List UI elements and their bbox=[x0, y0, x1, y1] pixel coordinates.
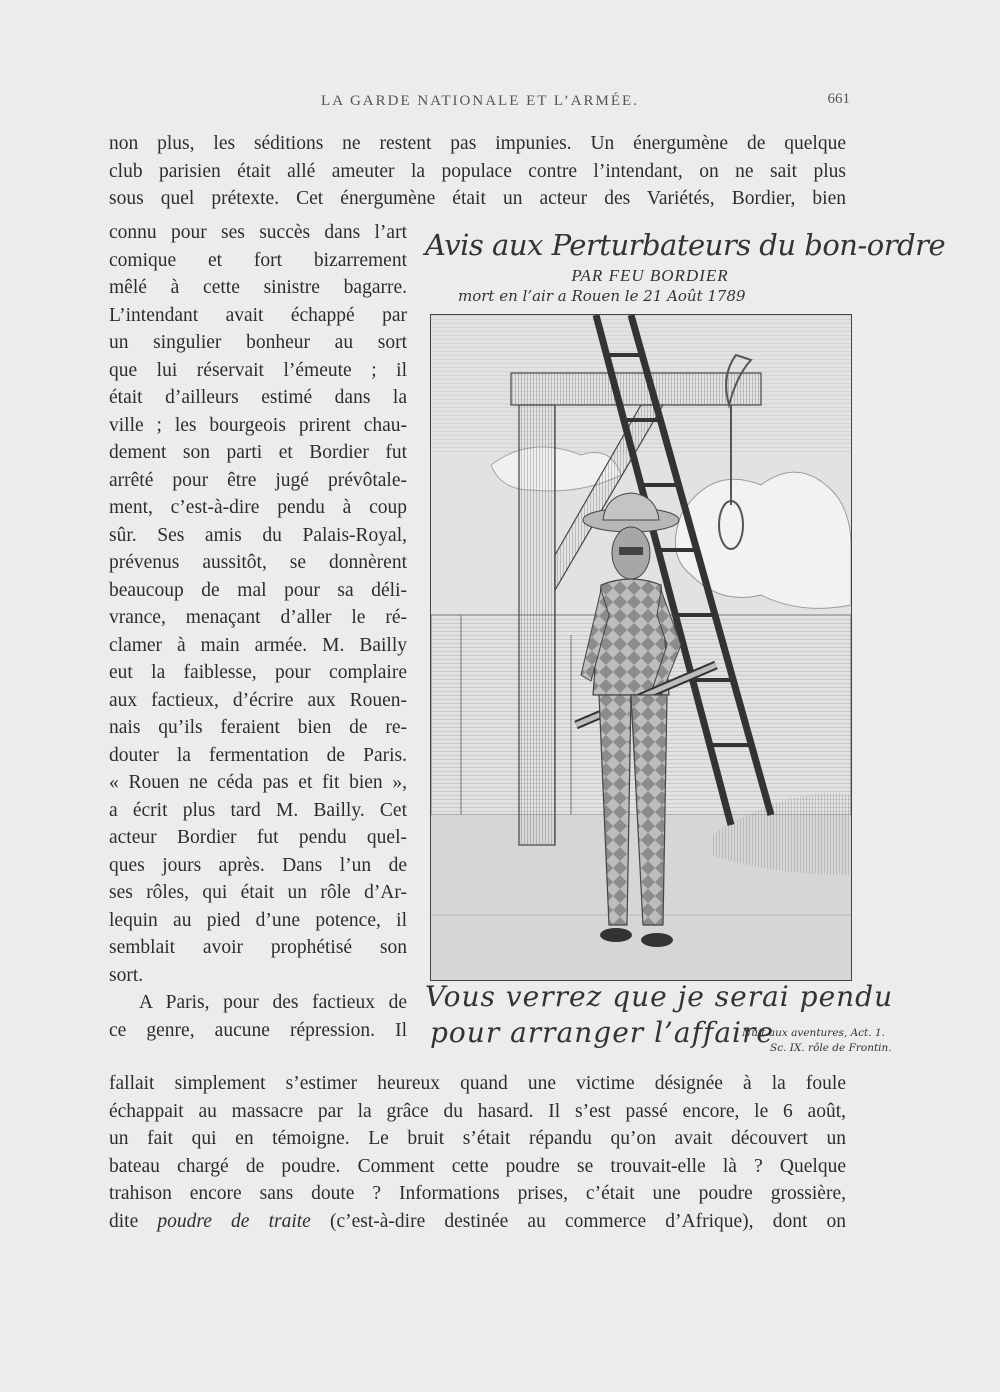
text-line: eut la faiblesse, pour complaire bbox=[109, 662, 407, 683]
engraving-byline: PAR FEU BORDIER bbox=[571, 266, 729, 285]
text-line: ville ; les bourgeois prirent chau- bbox=[109, 414, 407, 436]
page-number: 661 bbox=[827, 91, 850, 107]
text-line: L’intendant avait échappé par bbox=[109, 304, 407, 326]
text-line: bateau chargé de poudre. Comment cette poudre se trouvait-elle là ? Quelque bbox=[109, 1155, 846, 1177]
running-title: LA GARDE NATIONALE ET L’ARMÉE. bbox=[321, 93, 639, 109]
text-line: vrance, menaçant d’aller le ré- bbox=[109, 607, 407, 628]
text-line: prévenus aussitôt, se donnèrent bbox=[109, 552, 407, 573]
text-line: aux factieux, d’écrire aux Rouen- bbox=[109, 689, 407, 711]
italic-term: poudre de traite bbox=[157, 1210, 311, 1232]
text-line: un singulier bonheur au sort bbox=[109, 332, 407, 353]
engraving-death-line: mort en l’air a Rouen le 21 Août 1789 bbox=[458, 287, 746, 305]
text-line: ce genre, aucune répression. Il bbox=[109, 1019, 407, 1041]
text-line: beaucoup de mal pour sa déli- bbox=[109, 579, 407, 601]
engraving-caption-line-1: Vous verrez que je serai pendu bbox=[425, 980, 894, 1013]
engraving-caption-line-2: pour arranger l’affaire bbox=[430, 1016, 774, 1049]
text-line: ques jours après. Dans l’un de bbox=[109, 854, 407, 876]
text-line: ment, c’est-à-dire pendu à coup bbox=[109, 497, 407, 518]
text-line: lequin au pied d’une potence, il bbox=[109, 909, 407, 931]
text-column-block bbox=[109, 219, 407, 1044]
text-line: mêlé à cette sinistre bagarre. bbox=[109, 277, 407, 298]
text-fragment: dite bbox=[109, 1210, 158, 1232]
text-line: ses rôles, qui était un rôle d’Ar- bbox=[109, 882, 407, 903]
text-top-block bbox=[109, 130, 846, 213]
text-line: était d’ailleurs estimé dans la bbox=[109, 387, 407, 408]
text-line: nais qu’ils feraient bien de re- bbox=[109, 717, 407, 738]
text-line-mixed bbox=[109, 1208, 846, 1236]
text-bottom-block bbox=[109, 1070, 846, 1235]
engraving-source-line-2: Sc. IX. rôle de Frontin. bbox=[770, 1042, 892, 1054]
text-line: que lui réservait l’émeute ; il bbox=[109, 359, 407, 381]
engraving-source-line-1: Nuit aux aventures, Act. 1. bbox=[742, 1027, 885, 1039]
text-line: sort. bbox=[109, 964, 144, 986]
harlequin-gallows-illustration bbox=[431, 315, 851, 980]
text-line: dement son parti et Bordier fut bbox=[109, 442, 407, 463]
engraving-plate bbox=[430, 314, 852, 981]
text-line: trahison encore sans doute ? Informations prises, c’était une poudre grossière, bbox=[109, 1183, 846, 1204]
text-line: arrêté pour être jugé prévôtale- bbox=[109, 469, 407, 491]
text-line: clamer à main armée. M. Bailly bbox=[109, 634, 407, 656]
text-line: non plus, les séditions ne restent pas impunies. Un énergumène de quelque bbox=[109, 133, 846, 154]
text-line: semblait avoir prophétisé son bbox=[109, 937, 407, 958]
text-fragment: (c’est-à-dire destinée au commerce d’Afrique), dont on bbox=[310, 1210, 846, 1232]
text-line: acteur Bordier fut pendu quel- bbox=[109, 827, 407, 848]
text-line: sûr. Ses amis du Palais-Royal, bbox=[109, 524, 407, 546]
text-line: échappait au massacre par la grâce du hasard. Il s’est passé encore, le 6 août, bbox=[109, 1100, 846, 1122]
text-line: a écrit plus tard M. Bailly. Cet bbox=[109, 799, 407, 821]
text-line: fallait simplement s’estimer heureux quand une victime désignée à la foule bbox=[109, 1073, 846, 1094]
engraving-title: Avis aux Perturbateurs du bon-ordre bbox=[425, 228, 946, 262]
text-line: un fait qui en témoigne. Le bruit s’était répandu qu’on avait découvert un bbox=[109, 1128, 846, 1149]
text-line: comique et fort bizarrement bbox=[109, 249, 407, 271]
text-line: sous quel prétexte. Cet énergumène était un acteur des Variétés, Bordier, bien bbox=[109, 188, 846, 209]
text-line: connu pour ses succès dans l’art bbox=[109, 222, 407, 243]
text-line: « Rouen ne céda pas et fit bien », bbox=[109, 772, 407, 793]
text-line: A Paris, pour des factieux de bbox=[139, 992, 407, 1013]
text-line: club parisien était allé ameuter la populace contre l’intendant, on ne sait plus bbox=[109, 160, 846, 182]
text-line: douter la fermentation de Paris. bbox=[109, 744, 407, 766]
